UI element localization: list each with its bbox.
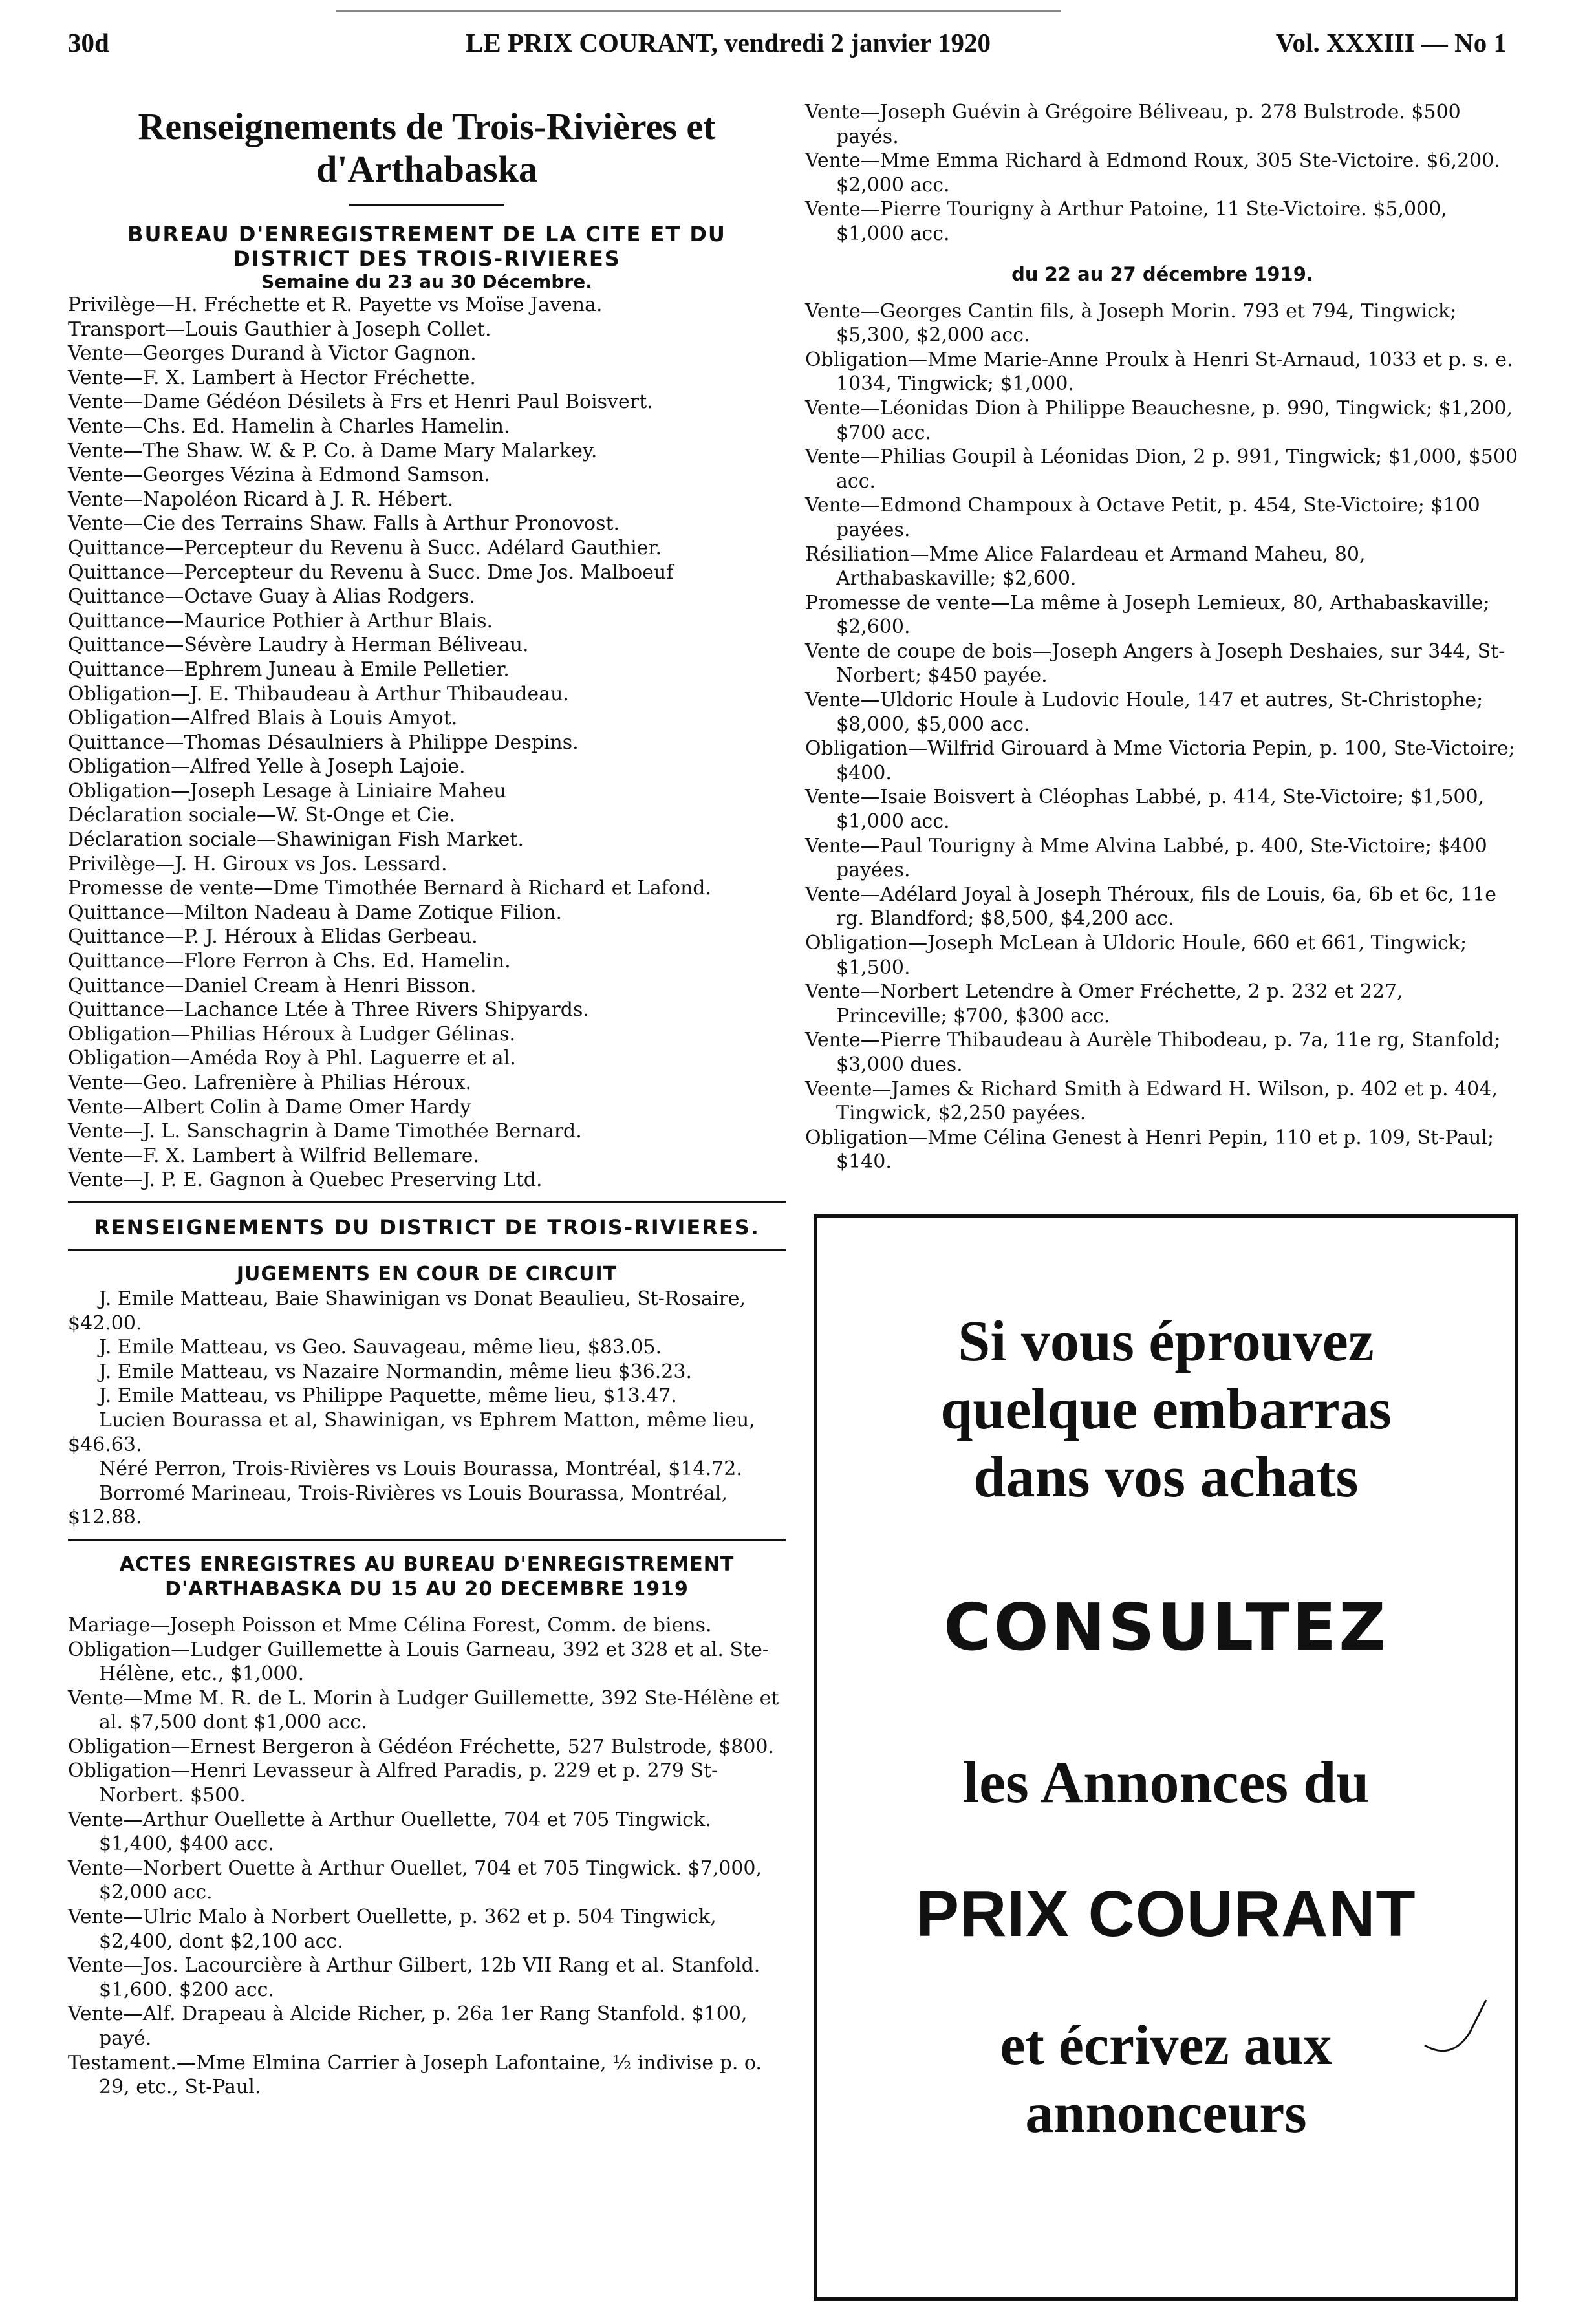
deed-entry: Obligation—Ernest Bergeron à Gédéon Fréchette, 527 Bulstrode, $800.	[68, 1735, 775, 1758]
actes-entries	[68, 1613, 786, 2100]
registry-entry: Quittance—Maurice Pothier à Arthur Blais.	[68, 609, 493, 632]
deed-entry: Obligation—Ludger Guillemette à Louis Garneau, 392 et 328 et al. Ste-Hélène, etc., $1,000.	[68, 1638, 769, 1686]
deed-entry: Vente de coupe de bois—Joseph Angers à Joseph Deshaies, sur 344, St-Norbert; $450 payée.	[805, 640, 1505, 687]
deed-entry: Vente—Paul Tourigny à Mme Alvina Labbé, p. 400, Ste-Victoire; $400 payées.	[805, 834, 1487, 882]
deed-entry: Vente—Philias Goupil à Léonidas Dion, 2 p. 991, Tingwick; $1,000, $500 acc.	[805, 446, 1518, 493]
judgment-entry: Lucien Bourassa et al, Shawinigan, vs Ephrem Matton, même lieu, $46.63.	[68, 1408, 755, 1456]
ad-line: quelque embarras	[940, 1377, 1392, 1441]
week-heading: Semaine du 23 au 30 Décembre.	[261, 271, 592, 292]
registry-entry: Vente—F. X. Lambert à Hector Fréchette.	[68, 366, 476, 389]
deed-entry: Vente—Joseph Guévin à Grégoire Béliveau, p. 278 Bulstrode. $500 payés.	[805, 101, 1461, 148]
deed-entry: Vente—Uldoric Houle à Ludovic Houle, 147 et autres, St-Christophe; $8,000, $5,000 acc.	[805, 689, 1483, 736]
left-column	[68, 100, 786, 2100]
deed-entry: Veente—James & Richard Smith à Edward H. Wilson, p. 402 et p. 404, Tingwick, $2,250 payées.	[805, 1077, 1498, 1125]
ad-line: annonceurs	[1025, 2082, 1307, 2145]
masthead: LE PRIX COURANT, vendredi 2 janvier 1920	[466, 28, 991, 58]
registry-entry: Obligation—Alfred Blais à Louis Amyot.	[68, 707, 458, 730]
pen-mark-icon	[1421, 1994, 1493, 2065]
registry-entry: Quittance—P. J. Héroux à Elidas Gerbeau.	[68, 925, 478, 949]
judgment-entry: Néré Perron, Trois-Rivières vs Louis Bourassa, Montréal, $14.72.	[99, 1457, 742, 1481]
deed-entry: Promesse de vente—La même à Joseph Lemieux, 80, Arthabaskaville; $2,600.	[805, 591, 1490, 639]
registry-entry: Obligation—Améda Roy à Phl. Laguerre et al.	[68, 1047, 516, 1070]
actes-heading: ACTES ENREGISTRES AU BUREAU D'ENREGISTREMENT D'ARTHABASKA DU 15 AU 20 DECEMBRE 1919	[119, 1553, 735, 1600]
deed-entry: Vente—Arthur Ouellette à Arthur Ouellette, 704 et 705 Tingwick. $1,400, $400 acc.	[68, 1808, 711, 1856]
registry-entry: Vente—Dame Gédéon Désilets à Frs et Henri Paul Boisvert.	[68, 391, 653, 414]
jugements-list	[68, 1287, 786, 1530]
registry-entry: Quittance—Daniel Cream à Henri Bisson.	[68, 974, 477, 997]
registry-entry: Vente—Georges Durand à Victor Gagnon.	[68, 342, 477, 365]
registry-entry: Obligation—Philias Héroux à Ludger Gélinas.	[68, 1022, 516, 1046]
ad-consultez: CONSULTEZ	[944, 1589, 1388, 1665]
deed-entry: Vente—Alf. Drapeau à Alcide Richer, p. 26a 1er Rang Stanfold. $100, payé.	[68, 2003, 748, 2050]
registry-entry: Quittance—Percepteur du Revenu à Succ. Dme Jos. Malboeuf	[68, 561, 674, 584]
judgment-entry: J. Emile Matteau, vs Geo. Sauvageau, même lieu, $83.05.	[99, 1336, 662, 1359]
registry-entry: Vente—J. P. E. Gagnon à Quebec Preserving Ltd.	[68, 1168, 543, 1192]
right-top-entries	[805, 100, 1520, 246]
deed-entry: Obligation—Henri Levasseur à Alfred Paradis, p. 229 et p. 279 St-Norbert. $500.	[68, 1759, 718, 1807]
ad-prix-courant: PRIX COURANT	[916, 1878, 1416, 1950]
deed-entry: Vente—Norbert Letendre à Omer Fréchette, 2 p. 232 et 227, Princeville; $700, $300 acc.	[805, 980, 1403, 1027]
registry-entry: Déclaration sociale—Shawinigan Fish Market.	[68, 828, 524, 852]
section-title: Renseignements de Trois-Rivières et d'Arthabaska	[138, 105, 716, 190]
deed-entry: Obligation—Mme Célina Genest à Henri Pepin, 110 et p. 109, St-Paul; $140.	[805, 1126, 1494, 1174]
deed-entry: Vente—Jos. Lacourcière à Arthur Gilbert, 12b VII Rang et al. Stanfold. $1,600. $200 acc.	[68, 1954, 760, 2001]
registry-entry: Vente—The Shaw. W. & P. Co. à Dame Mary Malarkey.	[68, 439, 598, 462]
deed-entry: Vente—Mme M. R. de L. Morin à Ludger Guillemette, 392 Ste-Hélène et al. $7,500 dont $1,000 acc.	[68, 1686, 779, 1734]
ad-line: les Annonces du	[962, 1749, 1370, 1815]
registry-entry: Promesse de vente—Dme Timothée Bernard à Richard et Lafond.	[68, 877, 712, 900]
page-header	[0, 27, 1596, 66]
registry-entry: Vente—F. X. Lambert à Wilfrid Bellemare.	[68, 1144, 479, 1167]
right-week-entries	[805, 299, 1520, 1174]
registry-entry: Obligation—J. E. Thibaudeau à Arthur Thibaudeau.	[68, 682, 569, 705]
judgment-entry: J. Emile Matteau, vs Philippe Paquette, même lieu, $13.47.	[99, 1384, 677, 1408]
deed-entry: Mariage—Joseph Poisson et Mme Célina Forest, Comm. de biens.	[68, 1613, 712, 1637]
date-heading: du 22 au 27 décembre 1919.	[1011, 263, 1313, 285]
deed-entry: Vente—Edmond Champoux à Octave Petit, p. 454, Ste-Victoire; $100 payées.	[805, 494, 1480, 541]
registry-entry: Quittance—Flore Ferron à Chs. Ed. Hamelin.	[68, 950, 511, 973]
district-heading: RENSEIGNEMENTS DU DISTRICT DE TROIS-RIVIERES.	[94, 1214, 760, 1240]
top-rule	[336, 10, 1061, 12]
judgment-entry: J. Emile Matteau, vs Nazaire Normandin, même lieu $36.23.	[99, 1360, 693, 1383]
deed-entry: Vente—Pierre Tourigny à Arthur Patoine, 11 Ste-Victoire. $5,000, $1,000 acc.	[805, 198, 1447, 245]
title-rule	[349, 204, 504, 206]
deed-entry: Vente—Isaie Boisvert à Cléophas Labbé, p. 414, Ste-Victoire; $1,500, $1,000 acc.	[805, 786, 1485, 833]
deed-entry: Vente—Pierre Thibaudeau à Aurèle Thibodeau, p. 7a, 11e rg, Stanfold; $3,000 dues.	[805, 1029, 1501, 1076]
ad-line: et écrivez aux	[1000, 2014, 1332, 2077]
registry-entry: Vente—Napoléon Ricard à J. R. Hébert.	[68, 488, 454, 511]
page-number: 30d	[68, 28, 109, 58]
registry-entry: Quittance—Ephrem Juneau à Emile Pelletier.	[68, 658, 510, 681]
deed-entry: Vente—Léonidas Dion à Philippe Beauchesne, p. 990, Tingwick; $1,200, $700 acc.	[805, 396, 1513, 444]
judgment-entry: Borromé Marineau, Trois-Rivières vs Louis Bourassa, Montréal, $12.88.	[68, 1481, 728, 1529]
deed-entry: Résiliation—Mme Alice Falardeau et Armand Maheu, 80, Arthabaskaville; $2,600.	[805, 543, 1366, 590]
judgment-entry: J. Emile Matteau, Baie Shawinigan vs Donat Beaulieu, St-Rosaire, $42.00.	[68, 1287, 746, 1335]
registry-entry: Quittance—Sévère Laudry à Herman Béliveau.	[68, 634, 529, 657]
registry-entry: Quittance—Octave Guay à Alias Rodgers.	[68, 585, 475, 608]
registry-entry: Quittance—Thomas Désaulniers à Philippe Despins.	[68, 731, 579, 754]
registry-entry: Vente—Cie des Terrains Shaw. Falls à Arthur Pronovost.	[68, 512, 620, 535]
registry-entry: Déclaration sociale—W. St-Onge et Cie.	[68, 804, 455, 827]
registry-entry: Obligation—Alfred Yelle à Joseph Lajoie.	[68, 755, 466, 779]
deed-entry: Vente—Mme Emma Richard à Edmond Roux, 305 Ste-Victoire. $6,200. $2,000 acc.	[805, 149, 1500, 197]
divider	[68, 1539, 786, 1541]
registry-entry: Obligation—Joseph Lesage à Liniaire Maheu	[68, 779, 506, 802]
registry-entry: Quittance—Lachance Ltée à Three Rivers Shipyards.	[68, 998, 589, 1022]
deed-entry: Vente—Ulric Malo à Norbert Ouellette, p. 362 et p. 504 Tingwick, $2,400, dont $2,100 acc.	[68, 1906, 717, 1953]
registry-entry: Transport—Louis Gauthier à Joseph Collet.	[68, 317, 491, 341]
registry-entry: Vente—Albert Colin à Dame Omer Hardy	[68, 1095, 471, 1119]
registry-entry: Quittance—Percepteur du Revenu à Succ. Adélard Gauthier.	[68, 536, 662, 559]
jugements-heading: JUGEMENTS EN COUR DE CIRCUIT	[236, 1262, 618, 1285]
deed-entry: Obligation—Mme Marie-Anne Proulx à Henri St-Arnaud, 1033 et p. s. e. 1034, Tingwick; $1,000.	[805, 348, 1513, 396]
registry-entry: Vente—Chs. Ed. Hamelin à Charles Hamelin.	[68, 414, 510, 438]
right-column	[805, 100, 1520, 1174]
ad-line: Si vous éprouvez	[958, 1309, 1374, 1373]
deed-entry: Vente—Georges Cantin fils, à Joseph Morin. 793 et 794, Tingwick; $5,300, $2,000 acc.	[805, 299, 1457, 347]
deed-entry: Vente—Norbert Ouette à Arthur Ouellet, 704 et 705 Tingwick. $7,000, $2,000 acc.	[68, 1856, 762, 1904]
advertisement-box	[814, 1214, 1518, 2301]
registry-entry: Vente—Geo. Lafrenière à Philias Héroux.	[68, 1071, 472, 1094]
registry-entry: Quittance—Milton Nadeau à Dame Zotique Filion.	[68, 901, 563, 924]
registry-entry: Vente—Georges Vézina à Edmond Samson.	[68, 464, 490, 487]
divider	[68, 1201, 786, 1203]
divider	[68, 1249, 786, 1251]
deed-entry: Testament.—Mme Elmina Carrier à Joseph Lafontaine, ½ indivise p. o. 29, etc., St-Paul.	[68, 2051, 762, 2099]
deed-entry: Obligation—Wilfrid Girouard à Mme Victoria Pepin, p. 100, Ste-Victoire; $400.	[805, 737, 1515, 784]
bureau-heading: BUREAU D'ENREGISTREMENT DE LA CITE ET DU DISTRICT DES TROIS-RIVIERES	[127, 222, 726, 271]
registry-entry: Privilège—J. H. Giroux vs Jos. Lessard.	[68, 852, 448, 876]
registry-entry: Privilège—H. Fréchette et R. Payette vs Moïse Javena.	[68, 294, 603, 316]
deed-entry: Obligation—Joseph McLean à Uldoric Houle, 660 et 661, Tingwick; $1,500.	[805, 932, 1467, 979]
ad-line: dans vos achats	[973, 1445, 1359, 1509]
bureau-entries	[68, 293, 786, 1192]
deed-entry: Vente—Adélard Joyal à Joseph Théroux, fils de Louis, 6a, 6b et 6c, 11e rg. Blandford; $8,500, $4,200 acc.	[805, 883, 1497, 930]
volume-number: Vol. XXXIII — No 1	[1275, 28, 1507, 58]
registry-entry: Vente—J. L. Sanschagrin à Dame Timothée Bernard.	[68, 1120, 582, 1143]
